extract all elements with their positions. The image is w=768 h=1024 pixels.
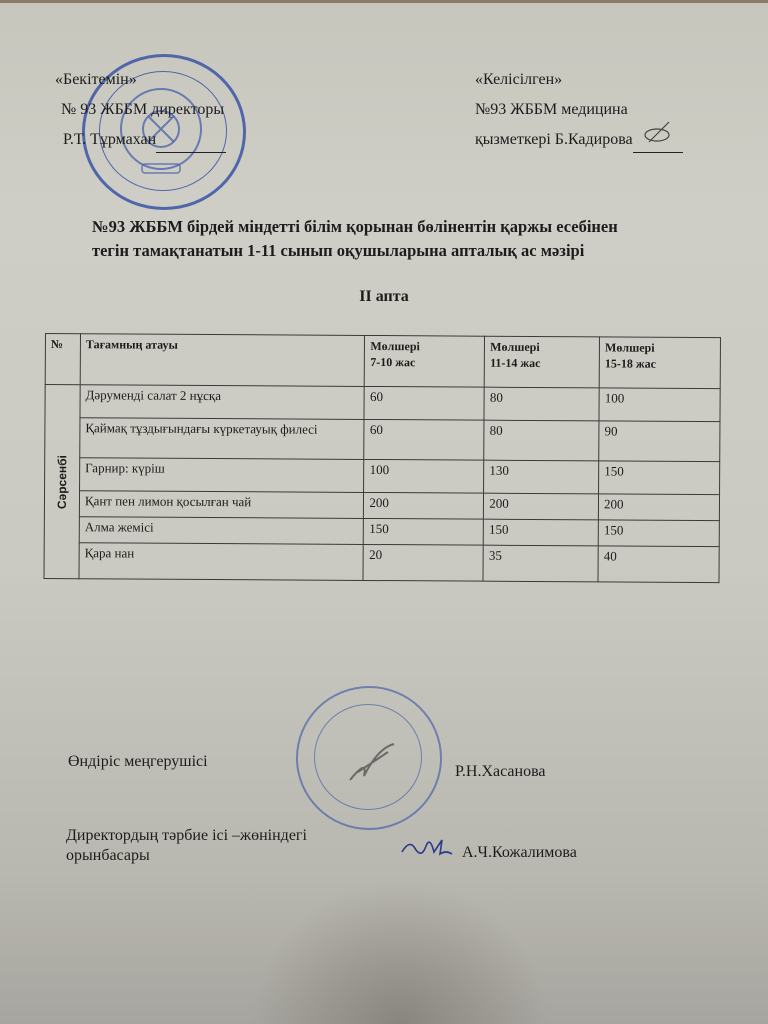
dish-name: Дәруменді салат 2 нұсқа	[80, 385, 365, 420]
amount-11-14: 150	[483, 519, 598, 546]
table-row	[44, 516, 719, 546]
ip-stamp	[296, 686, 442, 830]
production-name: Р.Н.Хасанова	[455, 763, 546, 780]
deputy-role-line-1: Директордың тәрбие ісі –жөніндегі	[66, 827, 307, 844]
week-label: II апта	[359, 288, 409, 305]
amount-11-14: 80	[484, 387, 599, 421]
deputy-role-line-2: орынбасары	[66, 847, 150, 864]
signature-icon	[396, 832, 456, 862]
amount-15-18: 150	[599, 461, 720, 495]
amount-15-18: 150	[598, 520, 719, 547]
table-row	[44, 542, 719, 582]
approval-heading: «Бекітемін»	[55, 71, 137, 88]
table-row	[45, 418, 720, 462]
photo-edge	[0, 0, 768, 3]
table-row	[45, 385, 720, 422]
dish-name: Қант пен лимон қосылған чай	[79, 491, 364, 519]
amount-11-14: 80	[484, 420, 599, 461]
agreement-signature-line	[633, 128, 683, 153]
dish-name: Гарнир: күріш	[79, 458, 364, 493]
amount-15-18: 200	[598, 494, 719, 521]
amount-7-10: 60	[364, 419, 484, 460]
title-line-2: тегін тамақтанатын 1-11 сынып оқушыларына апталық ас мәзірі	[92, 241, 585, 260]
agreement-name: қызметкері Б.Кадирова	[475, 131, 633, 148]
amount-11-14: 35	[483, 545, 598, 582]
header-dish-name: Тағамның атауы	[80, 334, 365, 387]
table-row	[45, 458, 720, 495]
amount-15-18: 40	[598, 546, 719, 583]
table-row	[44, 491, 719, 521]
header-age-15-18: Мөлшері 15-18 жас	[599, 337, 720, 389]
header-number: №	[45, 334, 80, 385]
menu-table	[43, 333, 720, 583]
approval-name: Р.Т. Тұрмахан	[63, 131, 157, 148]
dish-name: Алма жемісі	[79, 517, 364, 545]
approval-position: № 93 ЖББМ директоры	[61, 101, 225, 118]
agreement-heading: «Келісілген»	[475, 71, 563, 88]
amount-7-10: 100	[364, 459, 484, 493]
title-line-1: №93 ЖББМ бірдей міндетті білім қорынан бөлінентін қаржы есебінен	[92, 217, 618, 236]
amount-7-10: 150	[364, 518, 484, 545]
amount-7-10: 60	[364, 386, 484, 420]
dish-name: Қаймақ тұздығындағы күркетауық филесі	[80, 418, 365, 460]
approval-signature-line	[156, 128, 226, 153]
photo-shadow	[250, 880, 550, 1024]
day-label: Сәрсенбі	[54, 454, 70, 509]
document-title	[92, 215, 712, 263]
amount-7-10: 20	[363, 544, 483, 581]
agreement-position: №93 ЖББМ медицина	[475, 101, 628, 118]
amount-15-18: 100	[599, 388, 720, 422]
header-age-7-10: Мөлшері 7-10 жас	[365, 335, 485, 387]
deputy-name: А.Ч.Кожалимова	[462, 844, 577, 861]
amount-7-10: 200	[364, 492, 484, 519]
header-age-11-14: Мөлшері 11-14 жас	[484, 336, 599, 388]
deputy-role	[66, 826, 307, 866]
amount-11-14: 130	[484, 460, 599, 494]
table-header-row	[45, 334, 720, 389]
dish-name: Қара нан	[79, 543, 364, 581]
amount-11-14: 200	[484, 493, 599, 520]
signature-icon	[639, 120, 679, 146]
production-role: Өндіріс меңгерушісі	[68, 753, 208, 770]
agreement-block	[475, 68, 683, 153]
amount-15-18: 90	[599, 421, 720, 462]
approval-block	[55, 68, 226, 153]
day-cell	[44, 385, 80, 579]
signature-icon	[298, 688, 440, 828]
